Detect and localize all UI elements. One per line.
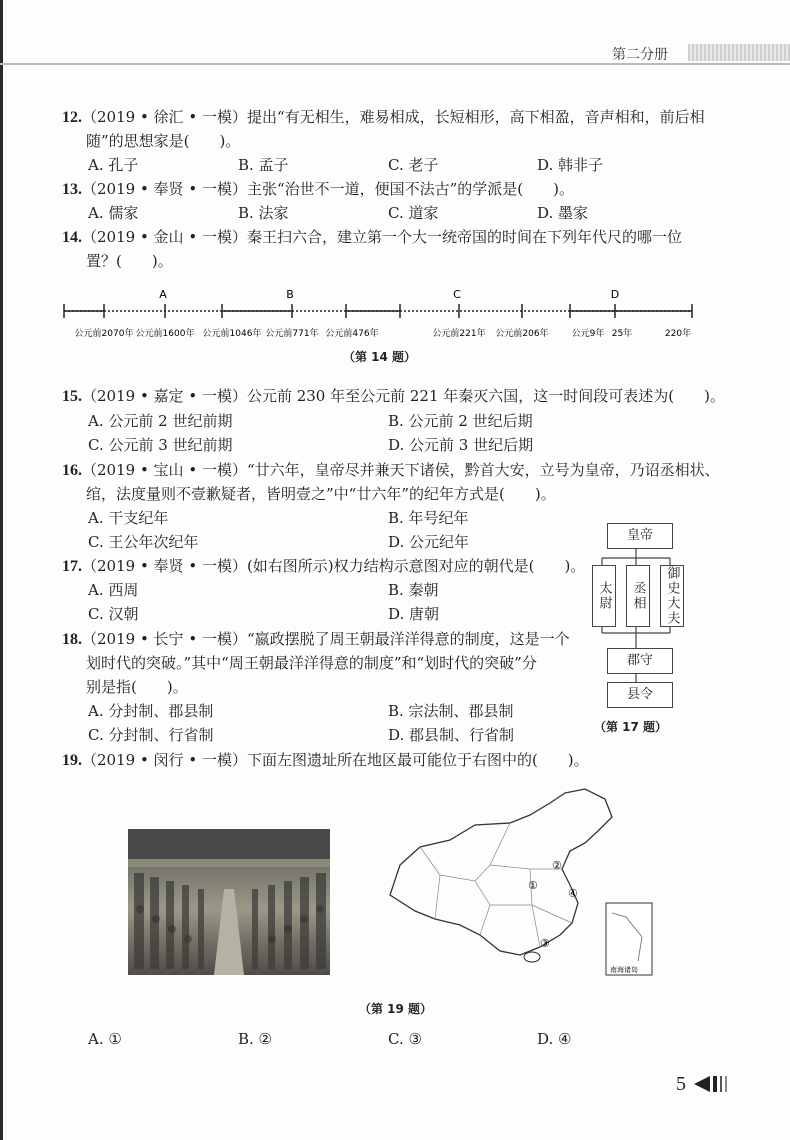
option-c: C. 老子 [388,156,439,174]
option-c: C. ③ [388,1030,422,1048]
timeline-letter-d: D [610,288,620,301]
inset-box [606,903,652,975]
power-box-county: 县令 [607,682,673,708]
question-text: （2019 • 嘉定 • 一模）公元前 230 年至公元前 221 年秦灭六国，这一时间段可表述为( )。 [82,387,725,405]
figure-caption: （第 17 题） [594,720,668,734]
option-a: A. 公元前 2 世纪前期 [88,412,233,430]
question-number: 17. [62,558,82,575]
timeline-label: 公元前1046年 [202,329,262,339]
terracotta-army-photo [128,829,330,975]
question-14 [62,225,682,250]
map-marker-2: ② [552,859,562,872]
question-text: （2019 • 奉贤 • 一模）主张“治世不一道，便国不法古”的学派是( )。 [82,180,574,198]
question-13 [62,177,574,202]
option-d: D. 公元前 3 世纪后期 [388,436,534,454]
timeline-chart [60,284,700,344]
timeline-label: 公元前2070年 [74,329,134,339]
map-marker-3: ③ [540,937,550,950]
question-16 [62,458,720,483]
option-b: B. 年号纪年 [388,509,469,527]
question-text: （2019 • 徐汇 • 一模）提出“有无相生，难易相成，长短相形，高下相盈，音声相和，前后相 [82,108,705,126]
power-box-emperor: 皇帝 [607,523,673,549]
question-12-line2: 随”的思想家是( )。 [86,132,241,150]
option-d: D. 郡县制、行省制 [388,726,515,744]
option-d: D. 韩非子 [537,156,604,174]
figure-caption: （第 19 题） [359,1002,433,1016]
page-number: 5 [676,1073,686,1095]
option-b: B. 宗法制、郡县制 [388,702,514,720]
page-arrow-icon [694,1074,734,1094]
option-d: D. ④ [537,1030,572,1048]
question-15 [62,384,725,409]
timeline-label: 公元前206年 [495,329,549,339]
power-box-commandery: 郡守 [607,648,673,674]
option-c: C. 汉朝 [88,605,139,623]
map-marker-1: ① [528,879,538,892]
question-12 [62,105,705,130]
timeline-label: 公元前771年 [265,329,319,339]
timeline-label: 公元9年 [571,329,605,339]
question-number: 13. [62,181,82,198]
option-b: B. 公元前 2 世纪后期 [388,412,533,430]
question-text: （2019 • 金山 • 一模）秦王扫六合，建立第一个大一统帝国的时间在下列年代尺的哪一位 [82,228,682,246]
question-number: 19. [62,752,82,769]
option-d: D. 墨家 [537,204,589,222]
option-a: A. 干支纪年 [88,509,169,527]
question-text: （2019 • 奉贤 • 一模）(如右图所示)权力结构示意图对应的朝代是( )。 [82,557,586,575]
question-16-line2: 绾，法度量则不壹歉疑者，皆明壹之”中“廿六年”的纪年方式是( )。 [86,485,556,503]
inset-label: 南海诸岛 [610,966,638,974]
timeline-label: 220年 [664,329,692,339]
option-b: B. 法家 [238,204,289,222]
option-c: C. 王公年次纪年 [88,533,199,551]
option-d: D. 公元纪年 [388,533,470,551]
question-14-line2: 置？( )。 [86,252,173,270]
question-17 [62,554,585,579]
page-edge [0,0,3,1140]
question-number: 12. [62,109,82,126]
option-c: C. 道家 [388,204,439,222]
question-text: （2019 • 长宁 • 一模）“嬴政摆脱了周王朝最洋洋得意的制度，这是一个 [82,630,570,648]
question-text: （2019 • 宝山 • 一模）“廿六年，皇帝尽并兼天下诸侯，黔首大安，立号为皇帝，乃诏丞相状、 [82,461,720,479]
question-number: 18. [62,631,82,648]
header-rule [0,63,790,65]
option-c: C. 分封制、行省制 [88,726,214,744]
option-a: A. 儒家 [88,204,139,222]
question-number: 16. [62,462,82,479]
option-b: B. ② [238,1030,273,1048]
timeline-letter-a: A [159,288,167,301]
figure-caption: （第 14 题） [343,350,417,364]
map-outline [390,789,612,955]
option-c: C. 公元前 3 世纪前期 [88,436,233,454]
power-box-taiwei: 太尉 [592,565,616,627]
power-box-chengxiang: 丞相 [626,565,650,627]
option-a: A. 西周 [88,581,139,599]
question-text: （2019 • 闵行 • 一模）下面左图遗址所在地区最可能位于右图中的( )。 [82,751,589,769]
timeline-label: 公元前1600年 [135,329,195,339]
option-a: A. ① [88,1030,122,1048]
option-d: D. 唐朝 [388,605,440,623]
question-18-line2: 划时代的突破。”其中“周王朝最洋洋得意的制度”和“划时代的突破”分 [86,654,537,672]
question-18 [62,627,570,652]
option-b: B. 秦朝 [388,581,439,599]
question-number: 14. [62,229,82,246]
header-bar [688,44,790,61]
photo-texture [128,829,330,975]
section-title: 第二分册 [612,47,668,63]
timeline-label: 25年 [611,329,633,339]
option-a: A. 分封制、郡县制 [88,702,214,720]
timeline-letter-c: C [453,288,461,301]
timeline-letter-b: B [286,288,294,301]
option-b: B. 孟子 [238,156,289,174]
option-a: A. 孔子 [88,156,139,174]
timeline-label: 公元前476年 [325,329,379,339]
question-18-line3: 别是指( )。 [86,678,188,696]
china-map [380,785,655,980]
question-number: 15. [62,388,82,405]
map-marker-4: ④ [568,887,578,900]
timeline-label: 公元前221年 [432,329,486,339]
power-box-yushidafu: 御史大夫 [660,565,684,627]
question-19 [62,748,589,773]
hainan-island [524,952,540,962]
